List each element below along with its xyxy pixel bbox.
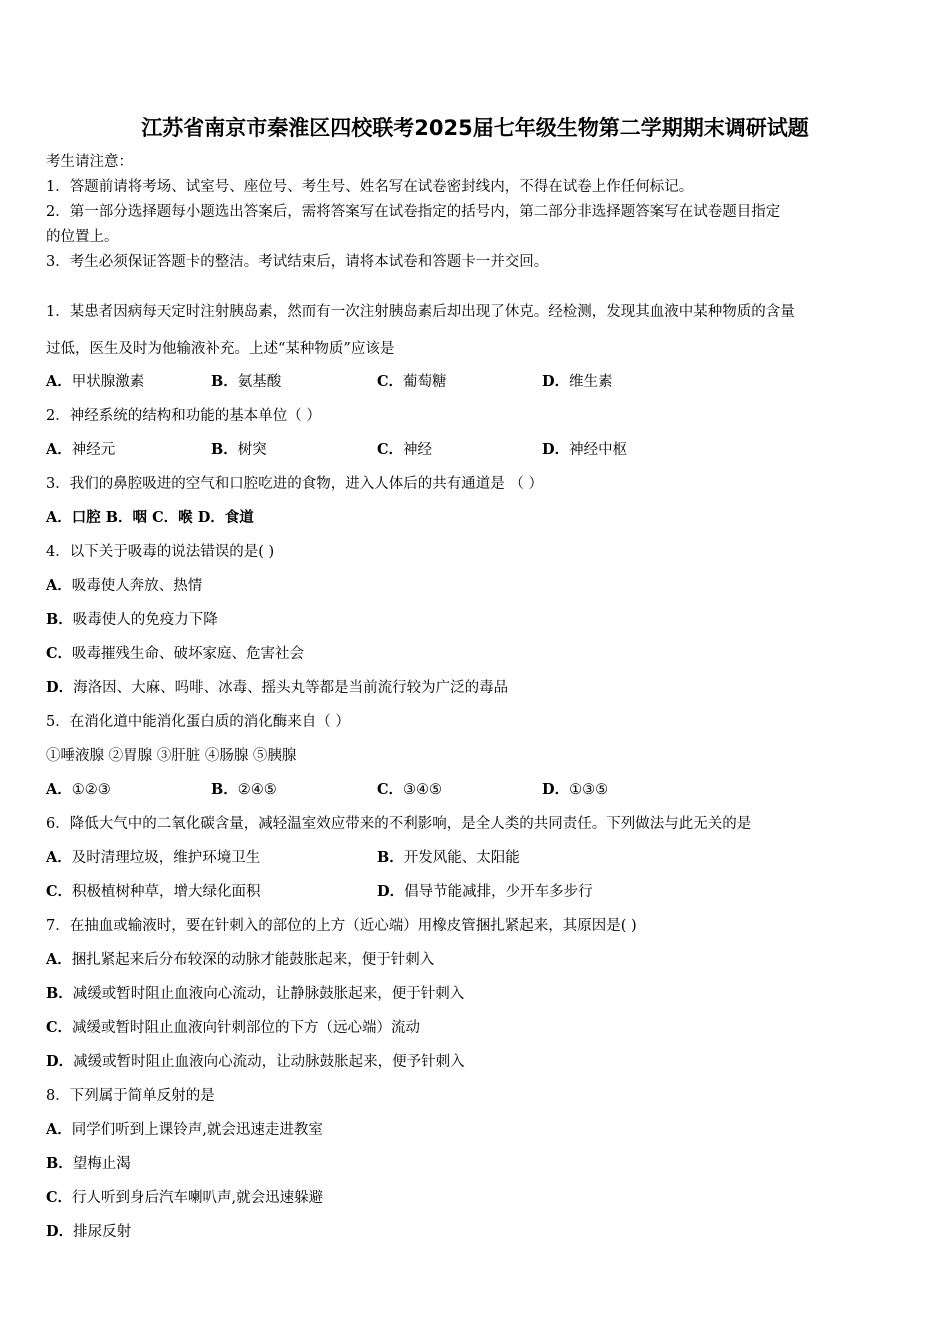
option-d: D．神经中枢 bbox=[542, 441, 628, 458]
notice-item: 2．第一部分选择题每小题选出答案后，需将答案写在试卷指定的括号内，第二部分非选择题答案写在试卷题目指定 bbox=[46, 204, 781, 220]
option-d: D．排尿反射 bbox=[46, 1223, 132, 1240]
option-a: A．捆扎紧起来后分布较深的动脉才能鼓胀起来，便于针刺入 bbox=[46, 951, 435, 968]
option-d: D．海洛因、大麻、吗啡、冰毒、摇头丸等都是当前流行较为广泛的毒品 bbox=[46, 679, 509, 696]
option-c: C．葡萄糖 bbox=[377, 373, 447, 390]
option-a: A．①②③ bbox=[46, 781, 111, 798]
question-stem: 5．在消化道中能消化蛋白质的消化酶来自（ ） bbox=[46, 714, 350, 730]
option-c: C．减缓或暂时阻止血液向针刺部位的下方（远心端）流动 bbox=[46, 1019, 421, 1036]
question-stem: 4．以下关于吸毒的说法错误的是( ) bbox=[46, 544, 275, 560]
option-c: C．③④⑤ bbox=[377, 781, 443, 798]
option-b: B．②④⑤ bbox=[211, 781, 277, 798]
question-stem: 1．某患者因病每天定时注射胰岛素，然而有一次注射胰岛素后却出现了休克。经检测，发现其血液中某种物质的含量 bbox=[46, 304, 795, 320]
option-a: A．甲状腺激素 bbox=[46, 373, 145, 390]
notice-item: 1．答题前请将考场、试室号、座位号、考生号、姓名写在试卷密封线内，不得在试卷上作任何标记。 bbox=[46, 179, 694, 195]
option-c: C．行人听到身后汽车喇叭声,就会迅速躲避 bbox=[46, 1189, 324, 1206]
option-b: B．氨基酸 bbox=[211, 373, 282, 390]
option-d: D．减缓或暂时阻止血液向心流动，让动脉鼓胀起来，便予针刺入 bbox=[46, 1053, 465, 1070]
notice-heading: 考生请注意： bbox=[46, 154, 133, 170]
question-stem: 过低，医生及时为他输液补充。上述“某种物质”应该是 bbox=[46, 341, 395, 357]
question-stem: 8．下列属于简单反射的是 bbox=[46, 1088, 215, 1104]
option-a: A．神经元 bbox=[46, 441, 116, 458]
option-b: B．树突 bbox=[211, 441, 267, 458]
option-a: A．同学们听到上课铃声,就会迅速走进教室 bbox=[46, 1121, 323, 1138]
option-a: A．吸毒使人奔放、热情 bbox=[46, 577, 203, 594]
notice-item: 的位置上。 bbox=[46, 229, 119, 245]
inline-options: A．口腔 B．咽 C．喉 D．食道 bbox=[46, 509, 254, 526]
question-stem: 2．神经系统的结构和功能的基本单位（ ） bbox=[46, 408, 321, 424]
option-b: B．吸毒使人的免疫力下降 bbox=[46, 611, 218, 628]
option-d: D．①③⑤ bbox=[542, 781, 609, 798]
question-stem: ①唾液腺 ②胃腺 ③肝脏 ④肠腺 ⑤胰腺 bbox=[46, 748, 297, 764]
question-stem: 6．降低大气中的二氧化碳含量，减轻温室效应带来的不利影响，是全人类的共同责任。下列做法与此无关的是 bbox=[46, 816, 752, 832]
option-c: C．吸毒摧残生命、破坏家庭、危害社会 bbox=[46, 645, 305, 662]
option-b: B．开发风能、太阳能 bbox=[377, 849, 520, 866]
question-stem: 3．我们的鼻腔吸进的空气和口腔吃进的食物，进入人体后的共有通道是 （ ） bbox=[46, 476, 543, 492]
option-c: C．积极植树种草，增大绿化面积 bbox=[46, 883, 261, 900]
option-b: B．减缓或暂时阻止血液向心流动，让静脉鼓胀起来，便于针刺入 bbox=[46, 985, 465, 1002]
option-a: A．及时清理垃圾，维护环境卫生 bbox=[46, 849, 261, 866]
notice-item: 3．考生必须保证答题卡的整洁。考试结束后，请将本试卷和答题卡一并交回。 bbox=[46, 254, 549, 270]
option-d: D．维生素 bbox=[542, 373, 613, 390]
question-stem: 7．在抽血或输液时，要在针刺入的部位的上方（近心端）用橡皮管捆扎紧起来，其原因是( ) bbox=[46, 918, 637, 934]
option-d: D．倡导节能减排，少开车多步行 bbox=[377, 883, 593, 900]
page-title: 江苏省南京市秦淮区四校联考2025届七年级生物第二学期期末调研试题 bbox=[141, 116, 809, 140]
option-b: B．望梅止渴 bbox=[46, 1155, 131, 1172]
option-c: C．神经 bbox=[377, 441, 433, 458]
